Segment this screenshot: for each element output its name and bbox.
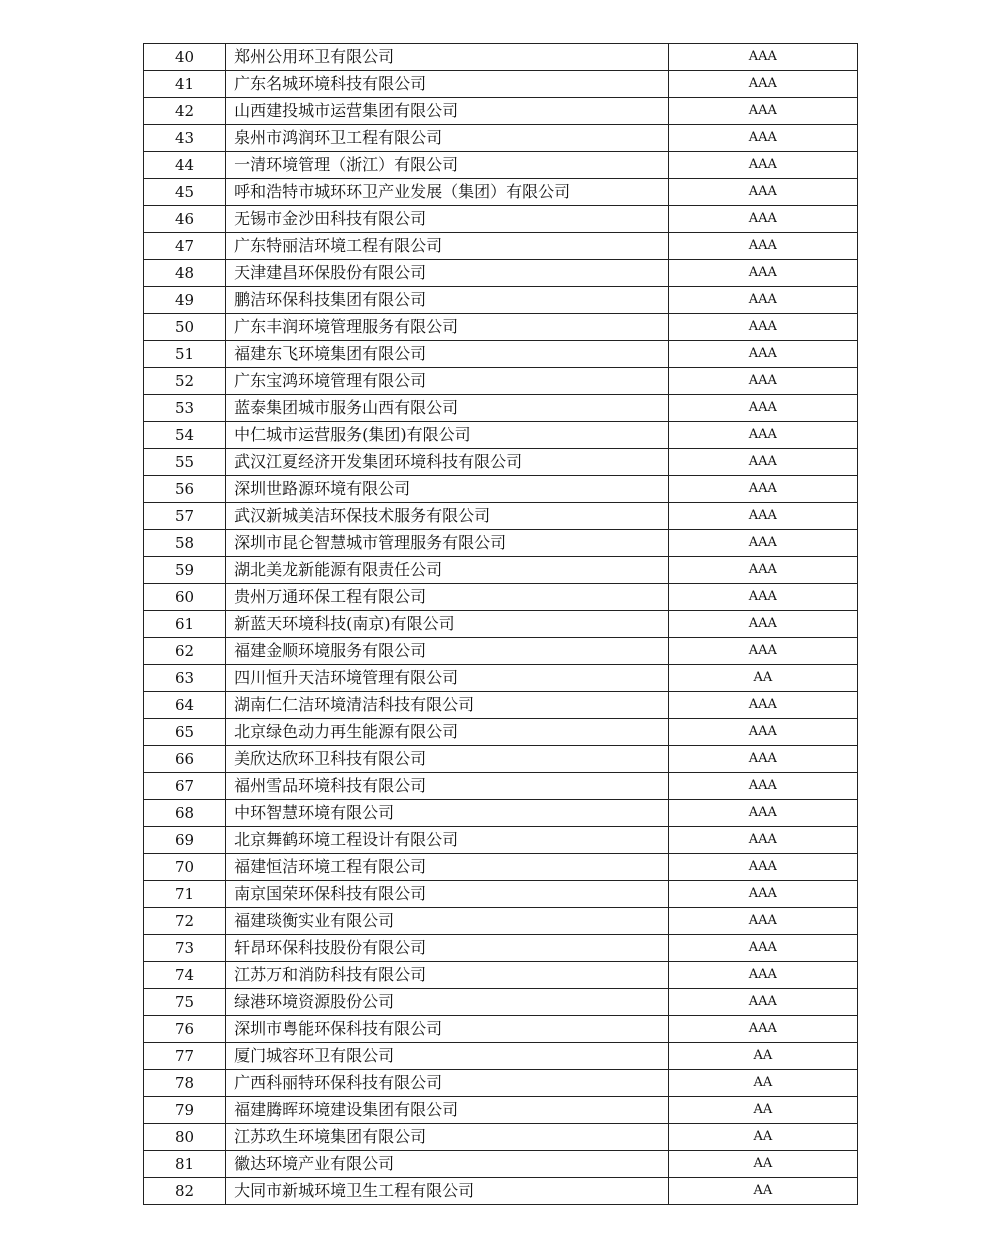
row-number-cell: 70 [144, 854, 226, 881]
credit-rating-cell: AAA [668, 233, 857, 260]
table-row [144, 638, 858, 665]
credit-rating-cell: AA [668, 1151, 857, 1178]
company-name-cell: 武汉新城美洁环保技术服务有限公司 [226, 503, 669, 530]
row-number-cell: 53 [144, 395, 226, 422]
row-number-cell: 71 [144, 881, 226, 908]
table-body [144, 44, 858, 1205]
table-row [144, 314, 858, 341]
row-number-cell: 82 [144, 1178, 226, 1205]
table-row [144, 665, 858, 692]
table-row [144, 152, 858, 179]
company-name-cell: 北京舞鹤环境工程设计有限公司 [226, 827, 669, 854]
row-number-cell: 45 [144, 179, 226, 206]
company-name-cell: 南京国荣环保科技有限公司 [226, 881, 669, 908]
company-name-cell: 郑州公用环卫有限公司 [226, 44, 669, 71]
company-name-cell: 北京绿色动力再生能源有限公司 [226, 719, 669, 746]
table-row [144, 908, 858, 935]
company-name-cell: 美欣达欣环卫科技有限公司 [226, 746, 669, 773]
row-number-cell: 54 [144, 422, 226, 449]
table-row [144, 206, 858, 233]
credit-rating-cell: AAA [668, 206, 857, 233]
company-name-cell: 福州雪品环境科技有限公司 [226, 773, 669, 800]
row-number-cell: 48 [144, 260, 226, 287]
row-number-cell: 42 [144, 98, 226, 125]
credit-rating-cell: AAA [668, 341, 857, 368]
table-row [144, 611, 858, 638]
credit-rating-cell: AAA [668, 395, 857, 422]
row-number-cell: 72 [144, 908, 226, 935]
credit-rating-cell: AAA [668, 287, 857, 314]
company-name-cell: 中环智慧环境有限公司 [226, 800, 669, 827]
company-name-cell: 湖北美龙新能源有限责任公司 [226, 557, 669, 584]
credit-rating-cell: AAA [668, 368, 857, 395]
company-name-cell: 中仁城市运营服务(集团)有限公司 [226, 422, 669, 449]
company-name-cell: 广东宝鸿环境管理有限公司 [226, 368, 669, 395]
credit-rating-cell: AAA [668, 881, 857, 908]
table-row [144, 962, 858, 989]
table-row [144, 881, 858, 908]
credit-rating-cell: AAA [668, 44, 857, 71]
company-name-cell: 山西建投城市运营集团有限公司 [226, 98, 669, 125]
credit-rating-cell: AAA [668, 773, 857, 800]
table-row [144, 368, 858, 395]
row-number-cell: 76 [144, 1016, 226, 1043]
table-row [144, 719, 858, 746]
credit-rating-cell: AAA [668, 1016, 857, 1043]
company-name-cell: 轩昂环保科技股份有限公司 [226, 935, 669, 962]
company-name-cell: 福建腾晖环境建设集团有限公司 [226, 1097, 669, 1124]
row-number-cell: 44 [144, 152, 226, 179]
credit-rating-cell: AAA [668, 422, 857, 449]
company-name-cell: 深圳市粤能环保科技有限公司 [226, 1016, 669, 1043]
company-name-cell: 无锡市金沙田科技有限公司 [226, 206, 669, 233]
company-name-cell: 广西科丽特环保科技有限公司 [226, 1070, 669, 1097]
company-name-cell: 新蓝天环境科技(南京)有限公司 [226, 611, 669, 638]
table-row [144, 1124, 858, 1151]
company-name-cell: 呼和浩特市城环环卫产业发展（集团）有限公司 [226, 179, 669, 206]
credit-rating-cell: AAA [668, 557, 857, 584]
company-name-cell: 蓝泰集团城市服务山西有限公司 [226, 395, 669, 422]
table-row [144, 854, 858, 881]
table-row [144, 71, 858, 98]
row-number-cell: 60 [144, 584, 226, 611]
table-row [144, 422, 858, 449]
company-name-cell: 泉州市鸿润环卫工程有限公司 [226, 125, 669, 152]
row-number-cell: 47 [144, 233, 226, 260]
table-row [144, 692, 858, 719]
row-number-cell: 79 [144, 1097, 226, 1124]
table-row [144, 233, 858, 260]
table-row [144, 1070, 858, 1097]
company-name-cell: 四川恒升天洁环境管理有限公司 [226, 665, 669, 692]
credit-rating-cell: AAA [668, 746, 857, 773]
row-number-cell: 73 [144, 935, 226, 962]
credit-rating-cell: AA [668, 665, 857, 692]
credit-rating-cell: AAA [668, 125, 857, 152]
table-row [144, 260, 858, 287]
credit-rating-cell: AAA [668, 179, 857, 206]
credit-rating-cell: AA [668, 1178, 857, 1205]
table-row [144, 476, 858, 503]
table-row [144, 584, 858, 611]
company-name-cell: 广东名城环境科技有限公司 [226, 71, 669, 98]
credit-rating-cell: AAA [668, 449, 857, 476]
credit-rating-cell: AAA [668, 530, 857, 557]
company-name-cell: 福建东飞环境集团有限公司 [226, 341, 669, 368]
credit-rating-cell: AAA [668, 719, 857, 746]
credit-rating-cell: AA [668, 1124, 857, 1151]
table-row [144, 746, 858, 773]
table-row [144, 530, 858, 557]
company-name-cell: 绿港环境资源股份公司 [226, 989, 669, 1016]
row-number-cell: 65 [144, 719, 226, 746]
company-name-cell: 鹏洁环保科技集团有限公司 [226, 287, 669, 314]
row-number-cell: 62 [144, 638, 226, 665]
row-number-cell: 78 [144, 1070, 226, 1097]
table-row [144, 1043, 858, 1070]
company-name-cell: 厦门城容环卫有限公司 [226, 1043, 669, 1070]
credit-rating-cell: AAA [668, 314, 857, 341]
table-row [144, 557, 858, 584]
row-number-cell: 64 [144, 692, 226, 719]
credit-rating-cell: AAA [668, 584, 857, 611]
table-row [144, 287, 858, 314]
company-name-cell: 深圳世路源环境有限公司 [226, 476, 669, 503]
table-row [144, 98, 858, 125]
row-number-cell: 40 [144, 44, 226, 71]
credit-rating-cell: AAA [668, 989, 857, 1016]
table-row [144, 1151, 858, 1178]
credit-rating-cell: AA [668, 1097, 857, 1124]
table-row [144, 935, 858, 962]
company-name-cell: 一清环境管理（浙江）有限公司 [226, 152, 669, 179]
row-number-cell: 46 [144, 206, 226, 233]
table-row [144, 1097, 858, 1124]
credit-rating-cell: AAA [668, 692, 857, 719]
table-row [144, 503, 858, 530]
credit-rating-cell: AAA [668, 827, 857, 854]
row-number-cell: 80 [144, 1124, 226, 1151]
company-name-cell: 江苏万和消防科技有限公司 [226, 962, 669, 989]
credit-rating-cell: AAA [668, 935, 857, 962]
credit-rating-cell: AAA [668, 638, 857, 665]
credit-rating-cell: AAA [668, 98, 857, 125]
row-number-cell: 49 [144, 287, 226, 314]
table-row [144, 395, 858, 422]
table-row [144, 179, 858, 206]
company-name-cell: 福建恒洁环境工程有限公司 [226, 854, 669, 881]
company-name-cell: 广东特丽洁环境工程有限公司 [226, 233, 669, 260]
credit-rating-cell: AAA [668, 854, 857, 881]
table-row [144, 1178, 858, 1205]
row-number-cell: 56 [144, 476, 226, 503]
credit-rating-cell: AAA [668, 503, 857, 530]
credit-rating-cell: AAA [668, 800, 857, 827]
row-number-cell: 59 [144, 557, 226, 584]
company-name-cell: 湖南仁仁洁环境清洁科技有限公司 [226, 692, 669, 719]
row-number-cell: 41 [144, 71, 226, 98]
credit-rating-cell: AAA [668, 476, 857, 503]
company-name-cell: 武汉江夏经济开发集团环境科技有限公司 [226, 449, 669, 476]
table-row [144, 44, 858, 71]
row-number-cell: 67 [144, 773, 226, 800]
credit-rating-cell: AAA [668, 908, 857, 935]
company-name-cell: 天津建昌环保股份有限公司 [226, 260, 669, 287]
row-number-cell: 81 [144, 1151, 226, 1178]
credit-rating-cell: AAA [668, 962, 857, 989]
company-name-cell: 徽达环境产业有限公司 [226, 1151, 669, 1178]
row-number-cell: 52 [144, 368, 226, 395]
credit-rating-cell: AAA [668, 611, 857, 638]
company-rating-table [143, 43, 858, 1205]
table-row [144, 1016, 858, 1043]
row-number-cell: 61 [144, 611, 226, 638]
company-name-cell: 江苏玖生环境集团有限公司 [226, 1124, 669, 1151]
credit-rating-cell: AA [668, 1043, 857, 1070]
row-number-cell: 63 [144, 665, 226, 692]
table-row [144, 989, 858, 1016]
table-row [144, 827, 858, 854]
row-number-cell: 68 [144, 800, 226, 827]
company-name-cell: 深圳市昆仑智慧城市管理服务有限公司 [226, 530, 669, 557]
company-name-cell: 贵州万通环保工程有限公司 [226, 584, 669, 611]
row-number-cell: 74 [144, 962, 226, 989]
table-row [144, 125, 858, 152]
company-name-cell: 福建琰衡实业有限公司 [226, 908, 669, 935]
row-number-cell: 58 [144, 530, 226, 557]
row-number-cell: 66 [144, 746, 226, 773]
row-number-cell: 69 [144, 827, 226, 854]
company-name-cell: 福建金顺环境服务有限公司 [226, 638, 669, 665]
company-name-cell: 广东丰润环境管理服务有限公司 [226, 314, 669, 341]
row-number-cell: 51 [144, 341, 226, 368]
credit-rating-cell: AAA [668, 260, 857, 287]
row-number-cell: 57 [144, 503, 226, 530]
table-row [144, 773, 858, 800]
credit-rating-cell: AAA [668, 152, 857, 179]
row-number-cell: 77 [144, 1043, 226, 1070]
credit-rating-cell: AA [668, 1070, 857, 1097]
row-number-cell: 43 [144, 125, 226, 152]
credit-rating-cell: AAA [668, 71, 857, 98]
table-row [144, 341, 858, 368]
row-number-cell: 55 [144, 449, 226, 476]
table-row [144, 800, 858, 827]
row-number-cell: 50 [144, 314, 226, 341]
company-name-cell: 大同市新城环境卫生工程有限公司 [226, 1178, 669, 1205]
table-row [144, 449, 858, 476]
row-number-cell: 75 [144, 989, 226, 1016]
